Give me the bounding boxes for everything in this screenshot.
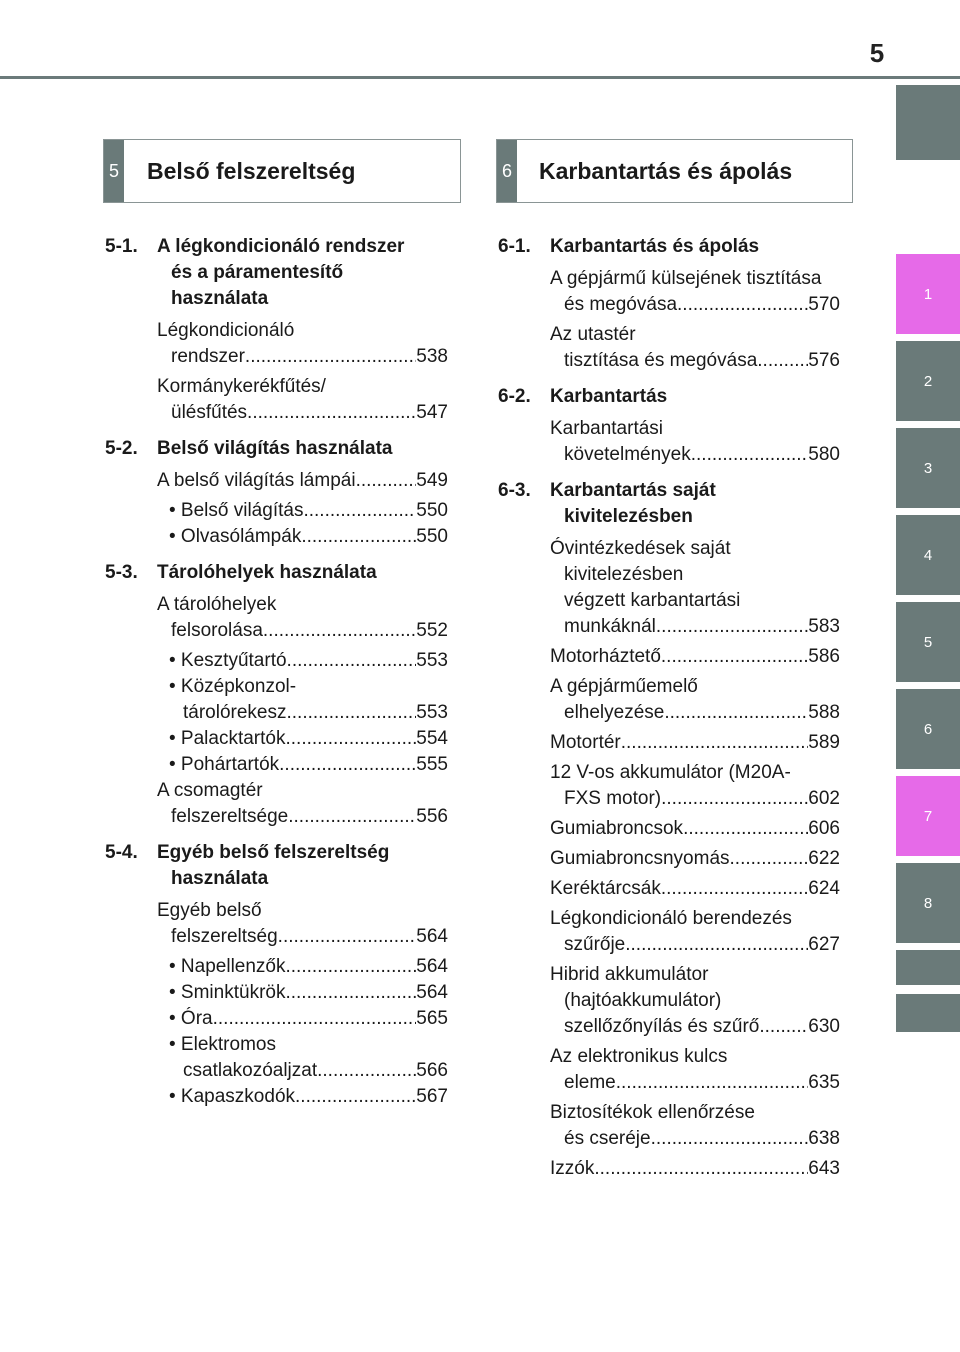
toc-entry-text: felszereltség — [171, 926, 278, 947]
dot-leader — [295, 1084, 416, 1110]
dot-leader — [279, 752, 416, 778]
section-title: Karbantartás — [550, 386, 668, 407]
section-heading — [498, 234, 840, 260]
dot-leader — [278, 924, 417, 950]
toc-page-number: 553 — [416, 650, 448, 671]
toc-entry[interactable] — [550, 674, 840, 726]
section-title: Belső világítás használata — [157, 438, 393, 459]
chapter-5-title: Belső felszereltség — [147, 157, 356, 184]
toc-entry-text: elhelyezése — [564, 702, 665, 723]
chapter-tabs — [896, 0, 960, 1352]
toc-entry[interactable] — [550, 962, 840, 1040]
toc-page-number: 538 — [416, 346, 448, 367]
toc-entry-text: Motortér — [550, 732, 621, 753]
toc-entry-text: A gépjármű külsejének tisztítása — [550, 268, 822, 289]
toc-page-number: 627 — [808, 934, 840, 955]
toc-entry-text: Keréktárcsák — [550, 878, 661, 899]
toc-entry-text: A csomagtér — [157, 780, 263, 801]
dot-leader — [213, 1006, 417, 1032]
dot-leader — [285, 726, 416, 752]
chapter-6-contents — [498, 228, 840, 1186]
dot-leader — [661, 876, 808, 902]
section-title: Egyéb belső felszereltség — [157, 842, 390, 863]
toc-entry-text: Hibrid akkumulátor — [550, 964, 709, 985]
toc-entry-text: • Palacktartók — [169, 728, 286, 749]
toc-entry[interactable] — [550, 1156, 840, 1182]
toc-entry-text: eleme — [564, 1072, 616, 1093]
section-number: 5-1. — [105, 236, 138, 257]
dot-leader — [285, 980, 416, 1006]
dot-leader — [757, 348, 808, 374]
dot-leader — [286, 954, 417, 980]
dot-leader — [683, 816, 808, 842]
toc-entry[interactable] — [157, 648, 448, 674]
section-number: 6-1. — [498, 236, 531, 257]
toc-entry-text: felszereltsége — [171, 806, 289, 827]
dot-leader — [621, 730, 809, 756]
toc-entry[interactable] — [157, 1032, 448, 1084]
toc-page-number: 565 — [416, 1008, 448, 1029]
toc-entry[interactable] — [550, 644, 840, 670]
toc-entry[interactable] — [550, 536, 840, 640]
dot-leader — [661, 644, 808, 670]
toc-entry[interactable] — [157, 1084, 448, 1110]
dot-leader — [245, 344, 416, 370]
toc-page-number: 588 — [808, 702, 840, 723]
dot-leader — [677, 292, 808, 318]
toc-entry[interactable] — [157, 468, 448, 494]
toc-entry-text: követelmények — [564, 444, 691, 465]
toc-entry-text: szűrője — [564, 934, 626, 955]
section-number: 5-3. — [105, 562, 138, 583]
toc-page-number: 643 — [808, 1158, 840, 1179]
toc-entry[interactable] — [157, 980, 448, 1006]
toc-entry[interactable] — [157, 954, 448, 980]
toc-entry[interactable] — [550, 322, 840, 374]
toc-page-number: 567 — [416, 1086, 448, 1107]
toc-page-number: 550 — [416, 526, 448, 547]
dot-leader — [356, 468, 417, 494]
section-heading — [498, 384, 840, 410]
chapter-6-title: Karbantartás és ápolás — [539, 157, 793, 184]
chapter-5-contents — [105, 228, 448, 1110]
toc-page-number: 606 — [808, 818, 840, 839]
section-number: 6-3. — [498, 480, 531, 501]
toc-page-number: 586 — [808, 646, 840, 667]
section-title: kivitelezésben — [564, 506, 693, 527]
section-heading — [105, 560, 448, 586]
dot-leader — [263, 618, 416, 644]
toc-entry-text: Kormánykerékfűtés/ — [157, 376, 326, 397]
toc-entry-text: Az utastér — [550, 324, 636, 345]
dot-leader — [759, 1014, 808, 1040]
chapter-tab-3[interactable]: 3 — [896, 428, 960, 508]
toc-entry[interactable] — [157, 1006, 448, 1032]
dot-leader — [656, 614, 808, 640]
toc-entry[interactable] — [157, 726, 448, 752]
toc-page-number: 602 — [808, 788, 840, 809]
toc-entry-text: és megóvása — [564, 294, 678, 315]
chapter-tab-2[interactable]: 2 — [896, 341, 960, 421]
toc-entry-text: munkáknál — [564, 616, 656, 637]
toc-entry-text: • Óra — [169, 1008, 213, 1029]
toc-page-number: 564 — [416, 926, 448, 947]
toc-entry[interactable] — [157, 674, 448, 726]
toc-entry-text: Egyéb belső — [157, 900, 262, 921]
toc-entry-text: • Kapaszkodók — [169, 1086, 296, 1107]
toc-page-number: 547 — [416, 402, 448, 423]
page-number: 5 — [869, 38, 885, 68]
dot-leader — [287, 648, 417, 674]
chapter-tab-1[interactable]: 1 — [896, 254, 960, 334]
toc-entry-text: rendszer — [171, 346, 245, 367]
toc-entry[interactable] — [550, 846, 840, 872]
toc-entry[interactable] — [550, 730, 840, 756]
toc-entry-text: szellőzőnyílás és szűrő — [564, 1016, 760, 1037]
top-divider — [0, 76, 960, 79]
toc-entry-text: • Középkonzol- — [169, 676, 297, 697]
dot-leader — [287, 700, 417, 726]
chapter-5-header — [103, 139, 461, 203]
section-title: Karbantartás saját — [550, 480, 716, 501]
dot-leader — [691, 442, 809, 468]
toc-entry-text: • Pohártartók — [169, 754, 280, 775]
toc-entry-text: tisztítása és megóvása — [564, 350, 758, 371]
toc-entry[interactable] — [157, 318, 448, 370]
toc-entry[interactable] — [550, 816, 840, 842]
toc-entry-text: Óvintézkedések saját — [550, 538, 731, 559]
toc-entry[interactable] — [157, 592, 448, 644]
chapter-6-header — [496, 139, 853, 203]
toc-entry-text: kivitelezésben — [564, 564, 684, 585]
toc-entry-text: • Elektromos — [169, 1034, 276, 1055]
section-number: 5-4. — [105, 842, 138, 863]
toc-entry[interactable] — [550, 416, 840, 468]
toc-entry[interactable] — [550, 760, 840, 812]
toc-entry-text: Biztosítékok ellenőrzése — [550, 1102, 755, 1123]
chapter-5-number: 5 — [104, 140, 124, 202]
dot-leader — [730, 846, 809, 872]
dot-leader — [625, 932, 808, 958]
chapter-tab-4[interactable]: 4 — [896, 515, 960, 595]
section-title: használata — [171, 868, 269, 889]
toc-entry-text: • Olvasólámpák — [169, 526, 302, 547]
dot-leader — [317, 1058, 416, 1084]
dot-leader — [301, 524, 416, 550]
toc-entry-text: Gumiabroncsok — [550, 818, 684, 839]
toc-page-number: 624 — [808, 878, 840, 899]
toc-entry-text: • Napellenzők — [169, 956, 286, 977]
toc-entry[interactable] — [157, 524, 448, 550]
toc-entry-text: A gépjárműemelő — [550, 676, 698, 697]
dot-leader — [303, 498, 416, 524]
section-number: 6-2. — [498, 386, 531, 407]
section-title: használata — [171, 288, 269, 309]
toc-entry-text: 12 V-os akkumulátor (M20A- — [550, 762, 791, 783]
section-title: Tárolóhelyek használata — [157, 562, 377, 583]
section-title: és a páramentesítő — [171, 262, 344, 283]
toc-entry-text: • Kesztyűtartó — [169, 650, 287, 671]
toc-page-number: 576 — [808, 350, 840, 371]
toc-entry[interactable] — [157, 778, 448, 830]
toc-entry-text: FXS motor) — [564, 788, 662, 809]
chapter-tab-7[interactable]: 7 — [896, 776, 960, 856]
toc-entry-text: tárolórekesz — [183, 702, 287, 723]
toc-page-number: 638 — [808, 1128, 840, 1149]
toc-entry-text: (hajtóakkumulátor) — [564, 990, 722, 1011]
toc-page-number: 635 — [808, 1072, 840, 1093]
toc-page-number: 564 — [416, 982, 448, 1003]
toc-page-number: 550 — [416, 500, 448, 521]
chapter-tab-6[interactable]: 6 — [896, 689, 960, 769]
toc-entry-text: A belső világítás lámpái — [157, 470, 356, 491]
toc-page-number: 554 — [416, 728, 448, 749]
toc-entry[interactable] — [157, 752, 448, 778]
toc-entry-text: • Sminktükrök — [169, 982, 286, 1003]
section-title: Karbantartás és ápolás — [550, 236, 760, 257]
toc-page-number: 552 — [416, 620, 448, 641]
toc-page-number: 566 — [416, 1060, 448, 1081]
toc-entry[interactable] — [550, 906, 840, 958]
toc-page-number: 549 — [416, 470, 448, 491]
toc-entry[interactable] — [550, 1100, 840, 1152]
toc-entry-text: és cseréje — [564, 1128, 651, 1149]
toc-entry-text: végzett karbantartási — [564, 590, 741, 611]
toc-page-number: 630 — [808, 1016, 840, 1037]
dot-leader — [661, 786, 808, 812]
chapter-tab-blank[interactable] — [896, 994, 960, 1032]
section-heading — [105, 234, 448, 312]
toc-entry-text: ülésfűtés — [171, 402, 248, 423]
toc-entry[interactable] — [157, 498, 448, 524]
toc-page-number: 564 — [416, 956, 448, 977]
chapter-tab-8[interactable]: 8 — [896, 863, 960, 943]
section-heading — [105, 436, 448, 462]
toc-page-number: 570 — [808, 294, 840, 315]
toc-entry-text: Gumiabroncsnyomás — [550, 848, 730, 869]
chapter-tab-blank[interactable] — [896, 85, 960, 160]
toc-entry-text: Légkondicionáló — [157, 320, 295, 341]
section-number: 5-2. — [105, 438, 138, 459]
toc-page-number: 583 — [808, 616, 840, 637]
toc-entry-text: felsorolása — [171, 620, 263, 641]
chapter-tab-blank[interactable] — [896, 950, 960, 985]
toc-entry-text: csatlakozóaljzat — [183, 1060, 318, 1081]
section-title: A légkondicionáló rendszer — [157, 236, 405, 257]
toc-entry[interactable] — [550, 1044, 840, 1096]
toc-entry-text: Izzók — [550, 1158, 595, 1179]
toc-page-number: 556 — [416, 806, 448, 827]
toc-page-number: 622 — [808, 848, 840, 869]
toc-page-number: 553 — [416, 702, 448, 723]
dot-leader — [288, 804, 416, 830]
toc-entry-text: A tárolóhelyek — [157, 594, 277, 615]
chapter-6-number: 6 — [497, 140, 517, 202]
toc-entry[interactable] — [550, 876, 840, 902]
toc-entry[interactable] — [157, 898, 448, 950]
section-heading — [105, 840, 448, 892]
toc-entry[interactable] — [157, 374, 448, 426]
dot-leader — [247, 400, 416, 426]
toc-page-number: 580 — [808, 444, 840, 465]
toc-entry-text: Légkondicionáló berendezés — [550, 908, 792, 929]
toc-page-number: 555 — [416, 754, 448, 775]
dot-leader — [594, 1156, 808, 1182]
section-heading — [498, 478, 840, 530]
dot-leader — [664, 700, 808, 726]
toc-entry-text: Az elektronikus kulcs — [550, 1046, 728, 1067]
toc-entry-text: Motorháztető — [550, 646, 661, 667]
dot-leader — [651, 1126, 809, 1152]
chapter-tab-5[interactable]: 5 — [896, 602, 960, 682]
toc-page-number: 589 — [808, 732, 840, 753]
toc-entry-text: • Belső világítás — [169, 500, 304, 521]
dot-leader — [616, 1070, 809, 1096]
toc-entry-text: Karbantartási — [550, 418, 664, 439]
toc-entry[interactable] — [550, 266, 840, 318]
